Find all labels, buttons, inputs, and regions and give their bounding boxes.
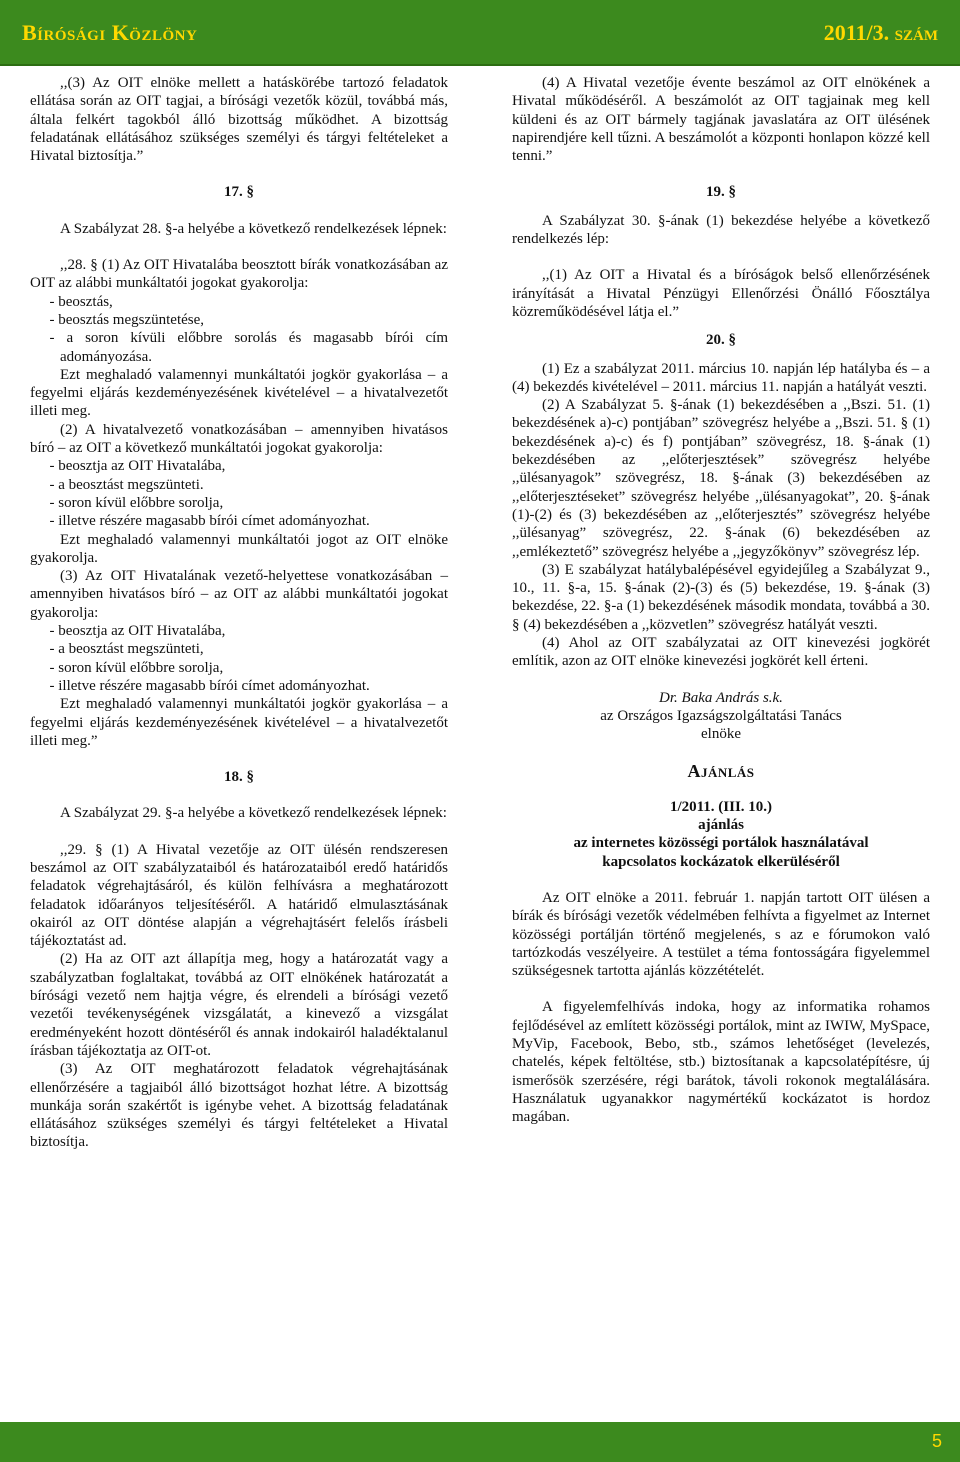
list-item: - a soron kívüli előbbre sorolás és magasabb bírói cím adományozása. bbox=[49, 330, 448, 365]
signatory-role: elnöke bbox=[701, 726, 741, 743]
paragraph: A Szabályzat 29. §-a helyébe a következő rendelkezések lépnek: bbox=[60, 805, 447, 822]
paragraph: A Szabályzat 28. §-a helyébe a következő rendelkezések lépnek: bbox=[60, 220, 447, 237]
recommendation-subtitle-1: ajánlás bbox=[698, 817, 744, 834]
paragraph: (2) Ha az OIT azt állapítja meg, hogy a határozatát vagy a szabályzatban foglaltakat, továbbá az OIT elnökének határozatát a bírósági vezető nem hajtja végre, és elrendeli a bírósági vezető vezetői tevékenységének vizsgálatát, a kinevező a vizsgálat eredményeként hozott döntéséről és annak indokairól haladéktalanul írásban tájékoztatja az OIT-ot. bbox=[30, 951, 448, 1059]
paragraph: Ezt meghaladó valamennyi munkáltatói jogkör gyakorlása – a fegyelmi eljárás kezdeményezésének kivételével – a hivatalvezetőt illeti meg. bbox=[30, 366, 448, 420]
recommendation-subtitle-2: az internetes közösségi portálok használatával bbox=[573, 835, 869, 852]
right-column bbox=[512, 74, 930, 1127]
issue-number: 2011/3. szám bbox=[823, 20, 938, 45]
section-heading-20: 20. § bbox=[706, 332, 736, 349]
paragraph: (1) Ez a szabályzat 2011. március 10. napján lép hatályba és – a (4) bekezdés kivételével – 2011. március 11. napján a hatályát veszti. bbox=[512, 360, 930, 395]
paragraph: (3) Az OIT Hivatalának vezető-helyettese vonatkozásában – amennyiben hivatásos bíró – az OIT az alábbi munkáltatói jogokat gyakorolja: bbox=[30, 568, 448, 621]
recommendation-title: Ajánlás bbox=[687, 760, 755, 781]
recommendation-number: 1/2011. (III. 10.) bbox=[669, 798, 773, 815]
signatory-title: az Országos Igazságszolgáltatási Tanács bbox=[600, 707, 842, 724]
paragraph: Az OIT elnöke a 2011. február 1. napján tartott OIT ülésen a bírák és bírósági vezetők védelmében felhívta a figyelmet az Internet közösségi portálján történő megjelenés, s az e fórumokon való tartózkodás veszélyeire. A testület a téma fontosságára figyelemmel szükségesnek tartotta ajánlás közzétételét. bbox=[512, 889, 930, 980]
left-column bbox=[30, 74, 448, 1152]
publication-title: Bírósági Közlöny bbox=[22, 20, 198, 45]
page-number: 5 bbox=[931, 1431, 942, 1451]
list-item: - illetve részére magasabb bírói címet adományozhat. bbox=[49, 677, 370, 694]
paragraph: (3) Az OIT meghatározott feladatok végrehajtásának ellenőrzésére a tagjaiból álló bizottságot hozhat létre. A bizottság munkája során szakértőt is igénybe vehet. A bizottság feladatának ellátásához szükséges személyi és tárgyi feltételeket a Hivatal biztosítja. bbox=[30, 1061, 448, 1151]
paragraph: (4) Ahol az OIT szabályzatai az OIT kinevezési jogkörét említik, azon az OIT elnöke kinevezési jogkörét kell érteni. bbox=[512, 635, 930, 670]
list-item: - beosztja az OIT Hivatalába, bbox=[49, 623, 226, 640]
list-item: - soron kívül előbbre sorolja, bbox=[49, 494, 224, 511]
list-item: - beosztás, bbox=[49, 293, 113, 310]
paragraph: ,,29. § (1) A Hivatal vezetője az OIT ülésén rendszeresen beszámol az OIT szabályzataiból és határozataiból eredő határidős feladatok végrehajtásáról, és külön felhívásra a meghatározott feladatok időarányos teljesítéséről. A határidő elmulasztásának okairól az OIT döntése alapján a végrehajtásért felelős írásbeli tájékoztatást ad. bbox=[30, 841, 448, 950]
list-item: - beosztás megszüntetése, bbox=[49, 311, 205, 328]
paragraph: (3) E szabályzat hatálybalépésével egyidejűleg a Szabályzat 9., 10., 11. §-a, 15. §-ának (2)-(3) és (5) bekezdése, 19. §-ának (3) bekezdése, 22. §-a (1) bekezdésének második mondata, továbbá a 30. § (4) bekezdésében a ,,közvetlen” szövegrész hatályát veszti. bbox=[512, 561, 930, 633]
list-item: - a beosztást megszünteti, bbox=[49, 641, 204, 658]
paragraph: A Szabályzat 30. §-ának (1) bekezdése helyébe a következő rendelkezés lép: bbox=[512, 212, 930, 248]
list-item: - soron kívül előbbre sorolja, bbox=[49, 659, 224, 676]
page-footer bbox=[0, 1422, 960, 1462]
paragraph: A figyelemfelhívás indoka, hogy az informatika rohamos fejlődésével az említett közösségi portálok, mint az IWIW, MySpace, MyVip, Facebook, Bebo, stb., számos lehetőséget (levelezés, chatelés, képek feltöltése, stb.) biztosítanak a kapcsolatépítésre, új ismerősök szerzésére, régi barátok, távoli rokonok megtalálására. Használatuk ugyanakkor nagymértékű kockázatot is hordoz magában. bbox=[512, 999, 930, 1126]
list-item: - illetve részére magasabb bírói címet adományozhat. bbox=[49, 513, 370, 530]
section-heading-18: 18. § bbox=[224, 769, 254, 786]
paragraph: (4) A Hivatal vezetője évente beszámol az OIT elnökének a Hivatal működéséről. A beszámolót az OIT tagjainak meg kell küldeni és az OIT bármely tagjának javaslatára az OIT ülésének napirendjére kell tűzni. A beszámolót a központi honlapon közzé kell tenni.” bbox=[512, 75, 930, 165]
section-heading-17: 17. § bbox=[224, 184, 254, 201]
section-heading-19: 19. § bbox=[706, 184, 736, 201]
paragraph: Ezt meghaladó valamennyi munkáltatói jogot az OIT elnöke gyakorolja. bbox=[30, 531, 448, 566]
paragraph: ,,28. § (1) Az OIT Hivatalába beosztott bírák vonatkozásában az OIT az alábbi munkáltatói jogokat gyakorolja: bbox=[30, 257, 448, 292]
list-item: - a beosztást megszünteti. bbox=[49, 476, 204, 493]
list-item: - beosztja az OIT Hivatalába, bbox=[49, 458, 226, 475]
paragraph: (2) A hivatalvezető vonatkozásában – amennyiben hivatásos bíró – az OIT a következő munkáltatói jogokat gyakorolja: bbox=[30, 421, 448, 457]
recommendation-subtitle-3: kapcsolatos kockázatok elkerüléséről bbox=[602, 853, 840, 870]
paragraph: ,,(3) Az OIT elnöke mellett a hatáskörébe tartozó feladatok ellátása során az OIT tagjai, a bírósági vezetők közül, továbbá más, általa felkért tagokból álló bizottság működhet. A bizottság feladatának ellátásához szükséges személyi és tárgyi feltételeket a Hivatal biztosítja.” bbox=[30, 75, 448, 165]
page-header bbox=[0, 0, 960, 66]
paragraph: (2) A Szabályzat 5. §-ának (1) bekezdésében a ,,Bszi. 51. (1) bekezdésének a)-c) pontjában” szövegrész helyébe a ,,Bszi. 51. § (1) bekezdésének a)-c) és f) pontjában” szövegrész, 18. §-ának (1) bekezdésében az ,,előterjesztések” szövegrész helyébe ,,ülésanyagok” szövegrész, 18. §-ának (3) bekezdésében az ,,előterjesztéseket” szövegrész helyébe ,,ülésanyagokat”, 20. §-ának (1)-(2) és (3) bekezdésében az ,,előterjesztés” szövegrész helyébe ,,ülésanyag” szövegrész, 22. §-ának (6) bekezdésében az ,,emlékeztető” szövegrész helyébe a ,,jegyzőkönyv” szövegrész lép. bbox=[512, 397, 930, 560]
paragraph: ,,(1) Az OIT a Hivatal és a bíróságok belső ellenőrzésének irányítását a Hivatal Pénzügyi Ellenőrzési Önálló Főosztálya közreműködésével látja el.” bbox=[512, 267, 930, 320]
signatory-name: Dr. Baka András s.k. bbox=[659, 689, 783, 706]
paragraph: Ezt meghaladó valamennyi munkáltatói jogkör gyakorlása – a fegyelmi eljárás kezdeményezésének kivételével – a hivatalvezetőt illeti meg.” bbox=[30, 696, 448, 749]
